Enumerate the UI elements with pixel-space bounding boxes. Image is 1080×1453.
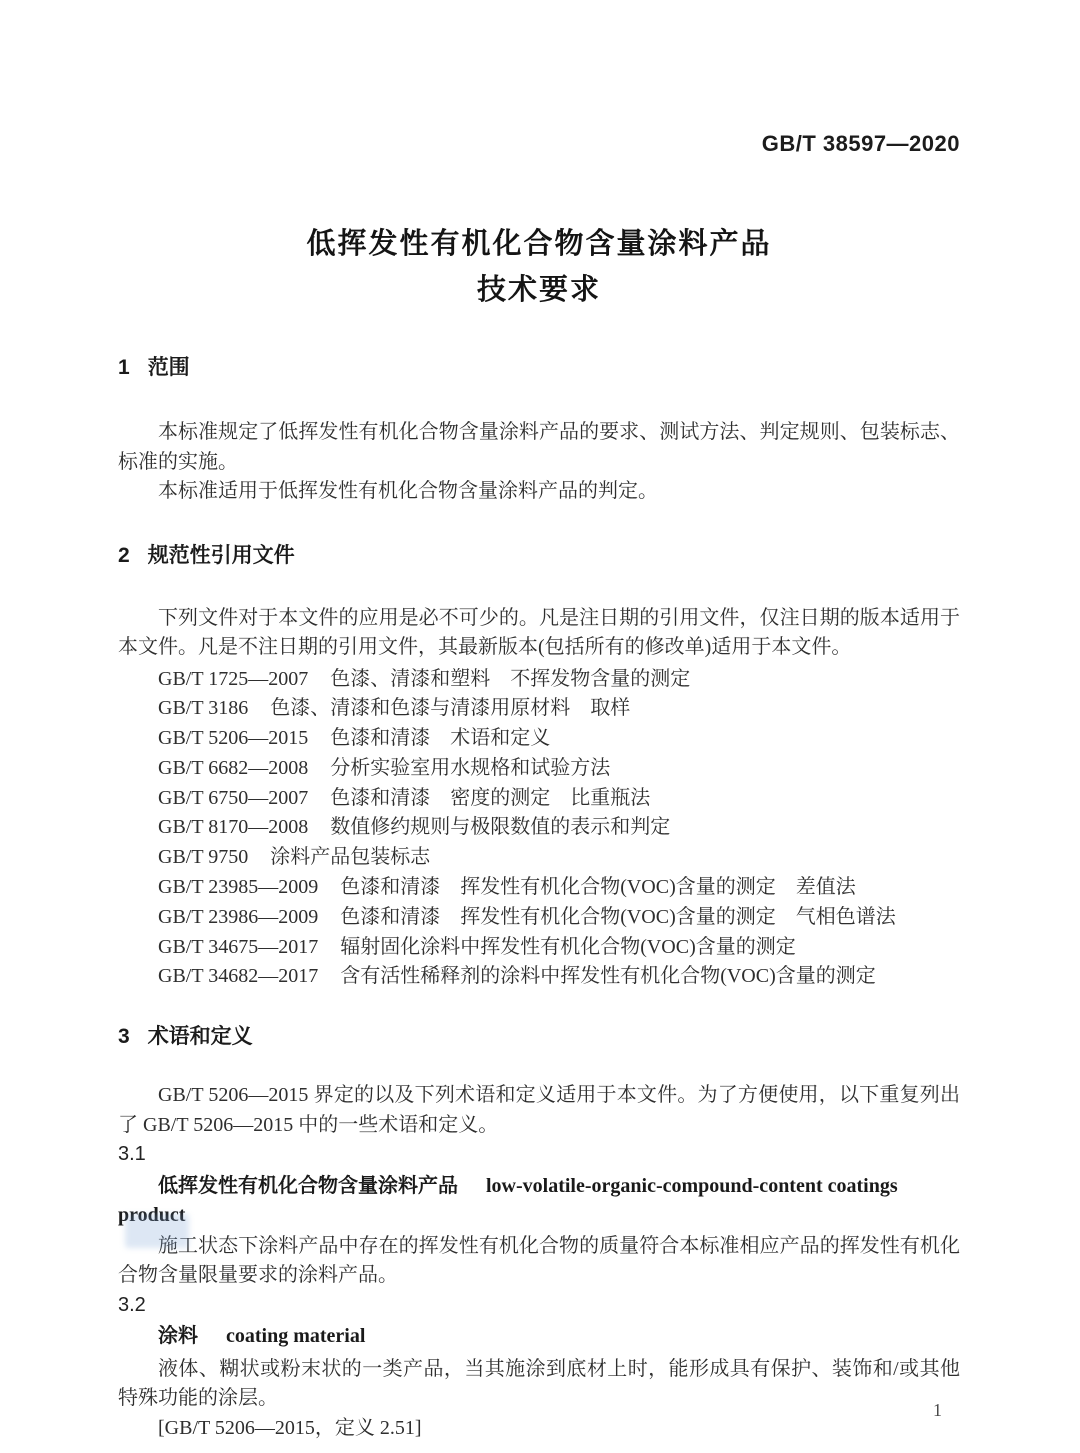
reference-item	[118, 843, 960, 873]
section-scope	[118, 354, 960, 507]
reference-code: GB/T 23986—2009	[158, 905, 319, 928]
reference-item	[118, 754, 960, 784]
reference-item	[118, 665, 960, 695]
reference-item	[118, 724, 960, 754]
reference-code: GB/T 6682—2008	[158, 756, 309, 779]
reference-title: 色漆和清漆 挥发性有机化合物(VOC)含量的测定 气相色谱法	[340, 905, 896, 928]
reference-title: 色漆、清漆和塑料 不挥发物含量的测定	[330, 667, 691, 690]
scope-paragraph-1: 本标准规定了低挥发性有机化合物含量涂料产品的要求、测试方法、判定规则、包装标志、标准的实施。	[118, 421, 960, 473]
reference-code: GB/T 34675—2017	[158, 935, 319, 958]
term-3-1-definition: 施工状态下涂料产品中存在的挥发性有机化合物的质量符合本标准相应产品的挥发性有机化合物含量限量要求的涂料产品。	[118, 1234, 960, 1287]
reference-title: 色漆和清漆 术语和定义	[330, 727, 551, 750]
reference-item	[118, 962, 960, 992]
reference-item	[118, 903, 960, 933]
term-3-2-english: coating material	[226, 1325, 366, 1348]
term-3-2-line	[118, 1322, 960, 1352]
document-title	[118, 221, 960, 313]
reference-item	[118, 813, 960, 843]
reference-title: 色漆、清漆和色漆与清漆用原材料 取样	[270, 697, 631, 720]
page-number: 1	[933, 1400, 942, 1420]
reference-title: 涂料产品包装标志	[270, 846, 431, 869]
reference-title: 色漆和清漆 挥发性有机化合物(VOC)含量的测定 差值法	[340, 876, 856, 899]
section-terms-heading-text: 术语和定义	[147, 1025, 253, 1049]
section-terms-number: 3	[118, 1025, 130, 1049]
reference-item	[118, 784, 960, 814]
reference-title: 辐射固化涂料中挥发性有机化合物(VOC)含量的测定	[340, 935, 796, 958]
reference-code: GB/T 34682—2017	[158, 965, 319, 988]
reference-title: 数值修约规则与极限数值的表示和判定	[330, 816, 671, 839]
reference-title: 分析实验室用水规格和试验方法	[330, 756, 611, 779]
terms-intro: GB/T 5206—2015 界定的以及下列术语和定义适用于本文件。为了方便使用，以下重复列出了 GB/T 5206—2015 中的一些术语和定义。	[118, 1084, 960, 1136]
term-3-1-line	[118, 1172, 960, 1231]
term-3-2-definition: 液体、糊状或粉末状的一类产品，当其施涂到底材上时，能形成具有保护、装饰和/或其他特殊功能的涂层。	[118, 1357, 960, 1410]
section-references-number: 2	[118, 543, 130, 567]
page-content	[0, 131, 1080, 1443]
scope-paragraph-2: 本标准适用于低挥发性有机化合物含量涂料产品的判定。	[158, 480, 658, 502]
references-list	[118, 665, 960, 993]
reference-code: GB/T 23985—2009	[158, 876, 319, 899]
reference-title: 色漆和清漆 密度的测定 比重瓶法	[330, 786, 651, 809]
document-title-line2: 技术要求	[476, 274, 601, 306]
document-title-line1: 低挥发性有机化合物含量涂料产品	[306, 228, 772, 260]
section-scope-number: 1	[118, 356, 130, 379]
reference-code: GB/T 5206—2015	[158, 727, 309, 750]
section-scope-heading-text: 范围	[147, 356, 190, 379]
reference-title: 含有活性稀释剂的涂料中挥发性有机化合物(VOC)含量的测定	[340, 965, 876, 988]
section-terms-definitions	[118, 1023, 960, 1443]
reference-item	[118, 933, 960, 963]
reference-item	[118, 694, 960, 724]
section-references-heading-text: 规范性引用文件	[147, 543, 295, 567]
clause-3-1-number: 3.1	[118, 1143, 146, 1166]
section-scope-heading	[118, 354, 960, 382]
reference-code: GB/T 1725—2007	[158, 667, 309, 690]
term-3-2-source: [GB/T 5206—2015，定义 2.51]	[158, 1416, 422, 1439]
section-normative-references	[118, 542, 960, 993]
references-intro: 下列文件对于本文件的应用是必不可少的。凡是注日期的引用文件，仅注日期的版本适用于本文件。凡是不注日期的引用文件，其最新版本(包括所有的修改单)适用于本文件。	[118, 606, 960, 658]
standard-number: GB/T 38597—2020	[761, 131, 960, 156]
section-references-heading	[118, 542, 960, 570]
term-3-1-chinese: 低挥发性有机化合物含量涂料产品	[158, 1174, 458, 1197]
section-terms-heading	[118, 1023, 960, 1051]
reference-item	[118, 873, 960, 903]
reference-code: GB/T 8170—2008	[158, 816, 309, 839]
clause-3-2-number: 3.2	[118, 1293, 146, 1316]
reference-code: GB/T 6750—2007	[158, 786, 309, 809]
term-3-1-english: low-volatile-organic-compound-content coatings product	[118, 1174, 898, 1227]
term-3-2-chinese: 涂料	[158, 1325, 198, 1348]
reference-code: GB/T 3186	[158, 697, 249, 720]
reference-code: GB/T 9750	[158, 846, 249, 869]
